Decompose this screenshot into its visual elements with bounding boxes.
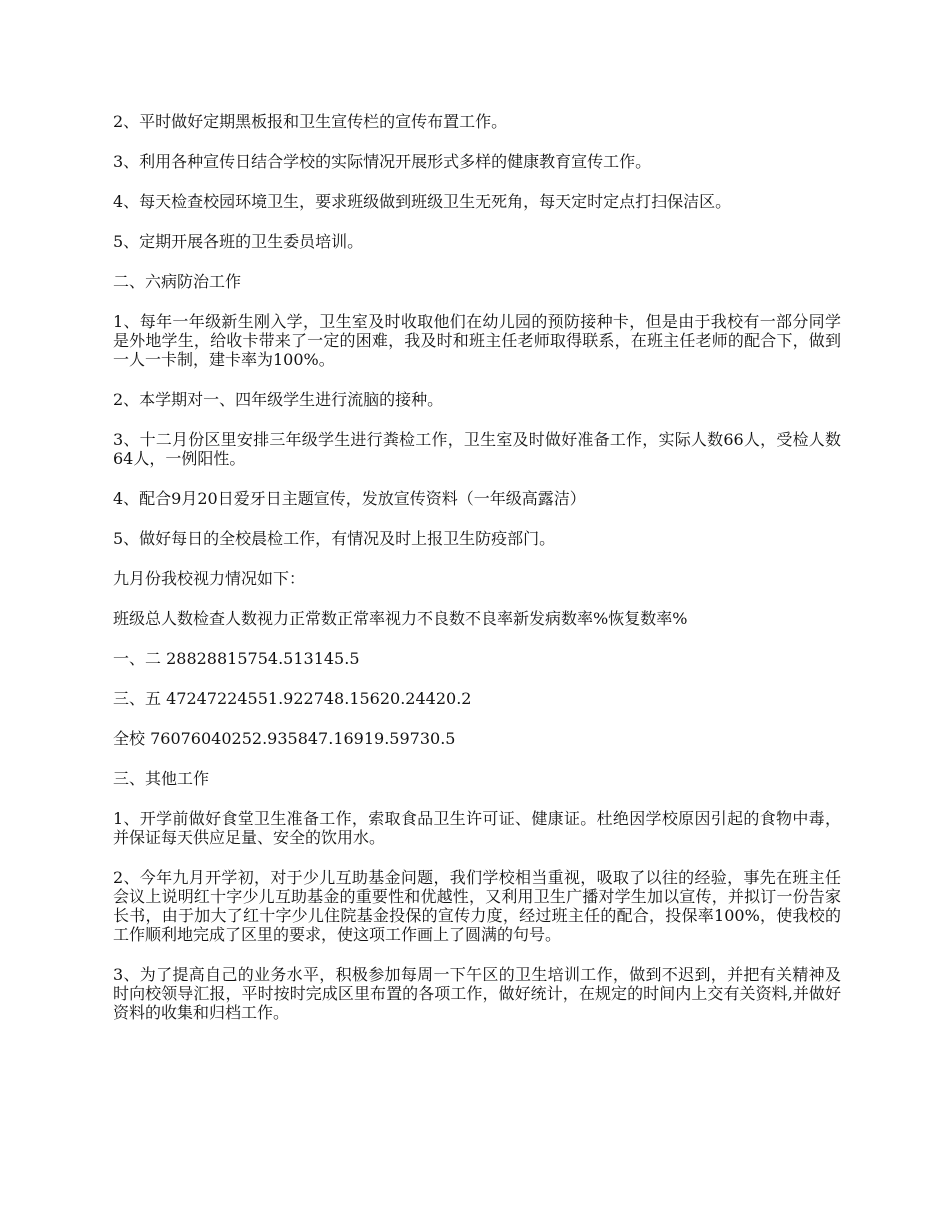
section-heading-other-work: 三、其他工作 xyxy=(113,769,210,788)
paragraph-mutual-aid-fund: 2、今年九月开学初，对于少儿互助基金问题，我们学校相当重视，吸取了以往的经验，事先在班主任会议上说明红十字少儿互助基金的重要性和优越性，又利用卫生广播对学生加以宣传，并拟订一份告家长书，由于加大了红十字少儿住院基金投保的宣传力度，经过班主任的配合，投保率100%，使我校的工作顺利地完成了区里的要求，使这项工作画上了圆满的句号。 xyxy=(113,868,841,944)
paragraph-hygiene-committee: 5、定期开展各班的卫生委员培训。 xyxy=(113,232,364,251)
paragraph-publicity-days: 3、利用各种宣传日结合学校的实际情况开展形式多样的健康教育宣传工作。 xyxy=(113,152,652,171)
paragraph-dental-day: 4、配合9月20日爱牙日主题宣传，发放宣传资料（一年级高露洁） xyxy=(113,489,586,508)
vision-row-whole-school: 全校 76076040252.935847.16919.59730.5 xyxy=(113,729,456,748)
paragraph-meningitis-vaccine: 2、本学期对一、四年级学生进行流脑的接种。 xyxy=(113,390,444,409)
paragraph-publicity-board: 2、平时做好定期黑板报和卫生宣传栏的宣传布置工作。 xyxy=(113,112,508,131)
paragraph-campus-hygiene: 4、每天检查校园环境卫生，要求班级做到班级卫生无死角，每天定时定点打扫保洁区。 xyxy=(113,192,732,211)
paragraph-stool-test: 3、十二月份区里安排三年级学生进行粪检工作，卫生室及时做好准备工作，实际人数66人，受检人数64人，一例阳性。 xyxy=(113,430,841,468)
vision-table-header: 班级总人数检查人数视力正常数正常率视力不良数不良率新发病数率%恢复数率% xyxy=(113,609,688,628)
vision-row-grade-1-2: 一、二 28828815754.513145.5 xyxy=(113,649,360,668)
document-page xyxy=(113,112,841,1043)
paragraph-vaccination-cards: 1、每年一年级新生刚入学，卫生室及时收取他们在幼儿园的预防接种卡，但是由于我校有一部分同学是外地学生，给收卡带来了一定的困难，我及时和班主任老师取得联系，在班主任老师的配合下，做到一人一卡制，建卡率为100%。 xyxy=(113,312,841,369)
paragraph-vision-intro: 九月份我校视力情况如下： xyxy=(113,569,306,588)
section-heading-disease-prevention: 二、六病防治工作 xyxy=(113,272,242,291)
paragraph-morning-check: 5、做好每日的全校晨检工作，有情况及时上报卫生防疫部门。 xyxy=(113,529,556,548)
paragraph-training-reporting: 3、为了提高自己的业务水平，积极参加每周一下午区的卫生培训工作，做到不迟到，并把有关精神及时向校领导汇报，平时按时完成区里布置的各项工作，做好统计，在规定的时间内上交有关资料,并做好资料的收集和归档工作。 xyxy=(113,965,841,1022)
paragraph-canteen-hygiene: 1、开学前做好食堂卫生准备工作，索取食品卫生许可证、健康证。杜绝因学校原因引起的食物中毒，并保证每天供应足量、安全的饮用水。 xyxy=(113,809,841,847)
vision-row-grade-3-5: 三、五 47247224551.922748.15620.24420.2 xyxy=(113,689,472,708)
